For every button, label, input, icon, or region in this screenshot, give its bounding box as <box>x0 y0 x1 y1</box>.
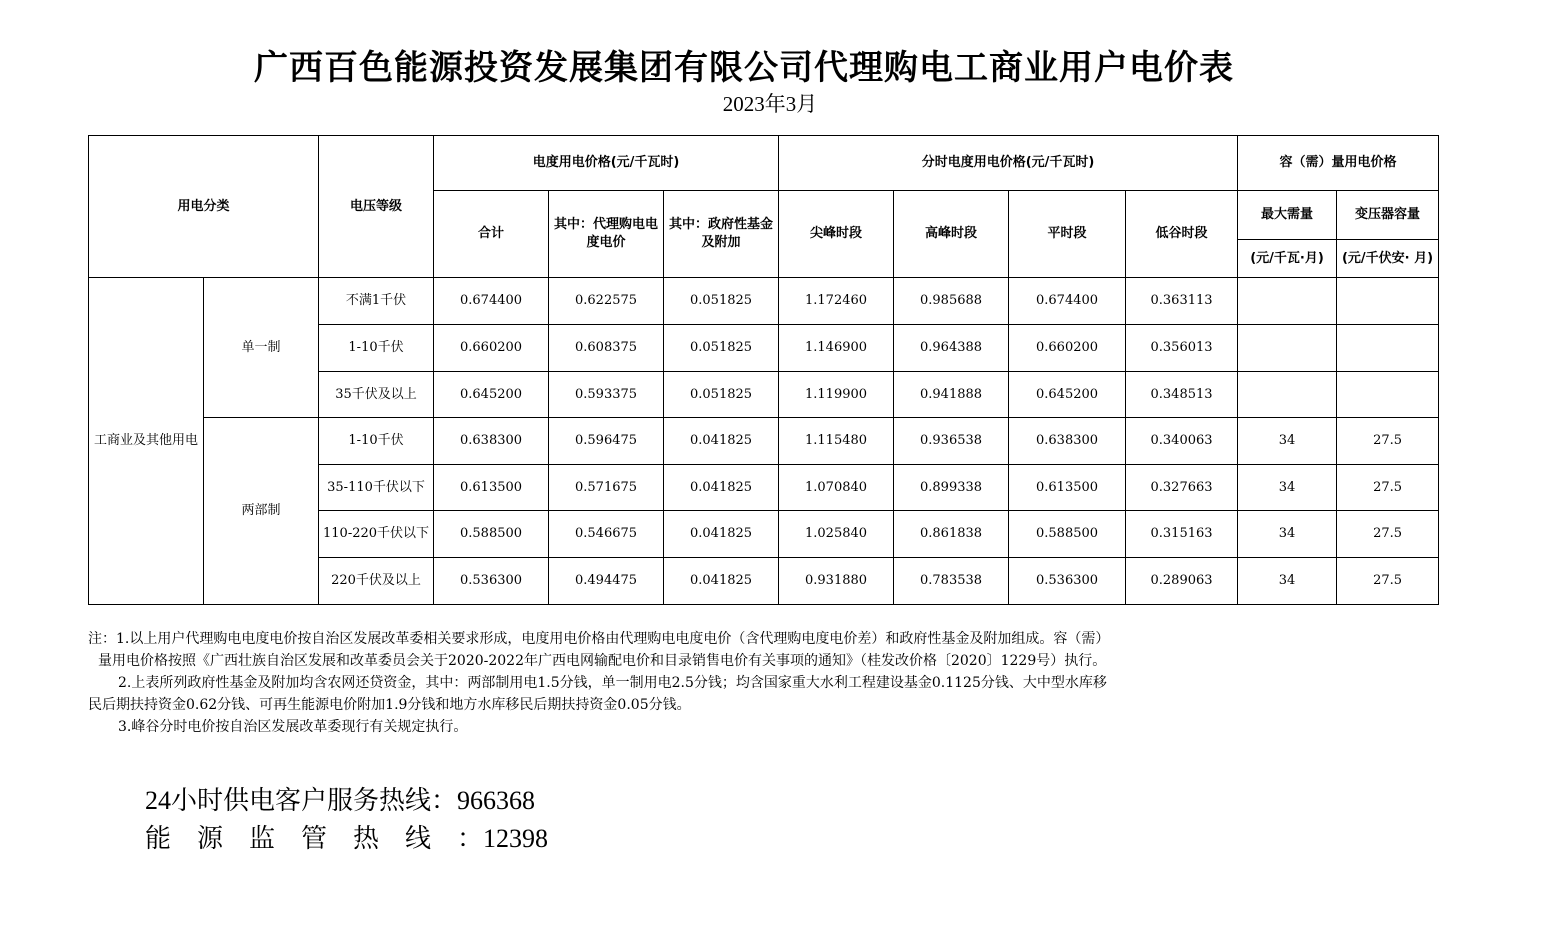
agency-price-header: 其中：代理购电电度电价 <box>549 191 664 278</box>
peak-header: 尖峰时段 <box>779 191 894 278</box>
peak-cell: 1.070840 <box>779 465 894 511</box>
total-cell: 0.588500 <box>434 511 549 558</box>
voltage-cell: 不满1千伏 <box>319 278 434 325</box>
high-header: 高峰时段 <box>894 191 1009 278</box>
transformer-cell <box>1337 372 1439 418</box>
regulator-hotline-colon: ： <box>457 824 484 853</box>
note-line: 注：1.以上用户代理购电电度电价按自治区发展改革委相关要求形成，电度用电价格由代理购电电度电价（含代理购电度电价差）和政府性基金及附加组成。容（需） <box>88 631 1110 647</box>
category-cell: 工商业及其他用电 <box>89 278 204 605</box>
flat-cell: 0.660200 <box>1009 325 1126 372</box>
total-cell: 0.613500 <box>434 465 549 511</box>
transformer-unit: (元/千伏安· 月) <box>1337 240 1439 278</box>
flat-cell: 0.645200 <box>1009 372 1126 418</box>
transformer-cell: 27.5 <box>1337 465 1439 511</box>
regulator-hotline-label: 能源监管热线 <box>145 824 458 853</box>
high-cell: 0.861838 <box>894 511 1009 558</box>
total-cell: 0.660200 <box>434 325 549 372</box>
capacity-price-group-header: 容（需）量用电价格 <box>1238 136 1439 191</box>
note-line: 民后期扶持资金0.62分钱、可再生能源电价附加1.9分钱和地方水库移民后期扶持资金0.05分钱。 <box>88 697 691 713</box>
valley-cell: 0.363113 <box>1126 278 1238 325</box>
note-line: 3.峰谷分时电价按自治区发展改革委现行有关规定执行。 <box>118 719 468 735</box>
demand-cell: 34 <box>1238 511 1337 558</box>
transformer-header: 变压器容量 <box>1337 191 1439 240</box>
valley-cell: 0.289063 <box>1126 558 1238 605</box>
fund-cell: 0.051825 <box>664 372 779 418</box>
group-two-part: 两部制 <box>204 418 319 605</box>
agency-cell: 0.546675 <box>549 511 664 558</box>
note-line: 量用电价格按照《广西壮族自治区发展和改革委员会关于2020-2022年广西电网输配电价和目录销售电价有关事项的通知》（桂发改价格〔2020〕1229号）执行。 <box>98 653 1107 669</box>
peak-cell: 1.119900 <box>779 372 894 418</box>
transformer-cell: 27.5 <box>1337 511 1439 558</box>
high-cell: 0.783538 <box>894 558 1009 605</box>
transformer-cell: 27.5 <box>1337 418 1439 465</box>
table-row <box>89 418 1439 465</box>
transformer-cell <box>1337 325 1439 372</box>
price-table <box>88 135 1439 605</box>
fund-header: 其中：政府性基金及附加 <box>664 191 779 278</box>
flat-cell: 0.536300 <box>1009 558 1126 605</box>
voltage-cell: 35千伏及以上 <box>319 372 434 418</box>
agency-cell: 0.571675 <box>549 465 664 511</box>
agency-cell: 0.622575 <box>549 278 664 325</box>
demand-cell: 34 <box>1238 418 1337 465</box>
high-cell: 0.936538 <box>894 418 1009 465</box>
note-line: 2.上表所列政府性基金及附加均含农网还贷资金，其中：两部制用电1.5分钱，单一制用电2.5分钱；均含国家重大水利工程建设基金0.1125分钱、大中型水库移 <box>118 675 1107 691</box>
page-subtitle: 2023年3月 <box>722 92 818 116</box>
energy-price-group-header: 电度用电价格(元/千瓦时) <box>434 136 779 191</box>
max-demand-unit: (元/千瓦·月) <box>1238 240 1337 278</box>
fund-cell: 0.051825 <box>664 325 779 372</box>
service-hotline-number: 966368 <box>457 786 536 815</box>
valley-cell: 0.327663 <box>1126 465 1238 511</box>
high-cell: 0.899338 <box>894 465 1009 511</box>
fund-cell: 0.041825 <box>664 418 779 465</box>
group-single: 单一制 <box>204 278 319 418</box>
tou-price-group-header: 分时电度用电价格(元/千瓦时) <box>779 136 1238 191</box>
fund-cell: 0.041825 <box>664 465 779 511</box>
agency-cell: 0.596475 <box>549 418 664 465</box>
demand-cell: 34 <box>1238 558 1337 605</box>
regulator-hotline <box>145 818 548 855</box>
voltage-cell: 110-220千伏以下 <box>319 511 434 558</box>
voltage-cell: 1-10千伏 <box>319 418 434 465</box>
flat-header: 平时段 <box>1009 191 1126 278</box>
fund-cell: 0.041825 <box>664 511 779 558</box>
high-cell: 0.985688 <box>894 278 1009 325</box>
total-cell: 0.536300 <box>434 558 549 605</box>
demand-cell: 34 <box>1238 465 1337 511</box>
agency-cell: 0.593375 <box>549 372 664 418</box>
service-hotline <box>145 780 535 817</box>
demand-cell <box>1238 325 1337 372</box>
agency-cell: 0.608375 <box>549 325 664 372</box>
agency-cell: 0.494475 <box>549 558 664 605</box>
valley-cell: 0.348513 <box>1126 372 1238 418</box>
notes <box>88 628 1348 738</box>
transformer-cell: 27.5 <box>1337 558 1439 605</box>
total-cell: 0.645200 <box>434 372 549 418</box>
peak-cell: 1.115480 <box>779 418 894 465</box>
total-cell: 0.674400 <box>434 278 549 325</box>
voltage-cell: 35-110千伏以下 <box>319 465 434 511</box>
valley-header: 低谷时段 <box>1126 191 1238 278</box>
flat-cell: 0.674400 <box>1009 278 1126 325</box>
total-cell: 0.638300 <box>434 418 549 465</box>
category-header: 用电分类 <box>89 136 319 278</box>
voltage-cell: 1-10千伏 <box>319 325 434 372</box>
flat-cell: 0.638300 <box>1009 418 1126 465</box>
fund-cell: 0.051825 <box>664 278 779 325</box>
high-cell: 0.941888 <box>894 372 1009 418</box>
peak-cell: 1.172460 <box>779 278 894 325</box>
total-header: 合计 <box>434 191 549 278</box>
flat-cell: 0.613500 <box>1009 465 1126 511</box>
peak-cell: 1.146900 <box>779 325 894 372</box>
peak-cell: 0.931880 <box>779 558 894 605</box>
flat-cell: 0.588500 <box>1009 511 1126 558</box>
valley-cell: 0.315163 <box>1126 511 1238 558</box>
demand-cell <box>1238 278 1337 325</box>
peak-cell: 1.025840 <box>779 511 894 558</box>
transformer-cell <box>1337 278 1439 325</box>
demand-cell <box>1238 372 1337 418</box>
high-cell: 0.964388 <box>894 325 1009 372</box>
table-row <box>89 278 1439 325</box>
fund-cell: 0.041825 <box>664 558 779 605</box>
max-demand-header: 最大需量 <box>1238 191 1337 240</box>
valley-cell: 0.340063 <box>1126 418 1238 465</box>
regulator-hotline-number: 12398 <box>483 824 549 853</box>
voltage-header: 电压等级 <box>319 136 434 278</box>
page-title: 广西百色能源投资发展集团有限公司代理购电工商业用户电价表 <box>254 48 1234 88</box>
service-hotline-label: 24小时供电客户服务热线： <box>145 786 458 815</box>
valley-cell: 0.356013 <box>1126 325 1238 372</box>
voltage-cell: 220千伏及以上 <box>319 558 434 605</box>
